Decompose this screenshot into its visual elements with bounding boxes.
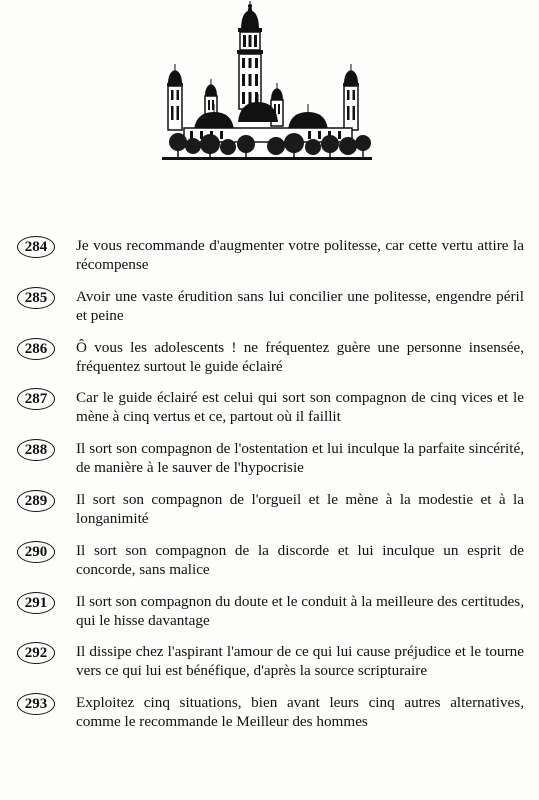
verse-number: 288	[17, 439, 55, 461]
verse-item	[0, 435, 539, 486]
verse-text: Il sort son compagnon de la discorde et lui inculque un esprit de concorde, sans malice	[76, 541, 524, 578]
verse-number: 285	[17, 287, 55, 309]
verse-text: Ô vous les adolescents ! ne fréquentez guère une personne insensée, fréquentez surtout le guide éclairé	[76, 338, 524, 375]
verse-text: Exploitez cinq situations, bien avant leurs cinq autres alternatives, comme le recommande le Meilleur des hommes	[76, 694, 524, 731]
verse-text: Avoir une vaste érudition sans lui concilier une politesse, engendre péril et peine	[76, 287, 524, 324]
verse-item	[0, 689, 539, 740]
verse-text: Il sort son compagnon du doute et le conduit à la meilleure des certitudes, qui le hisse davantage	[76, 592, 524, 629]
verse-number: 286	[17, 338, 55, 360]
verse-item	[0, 638, 539, 689]
mosque-illustration	[158, 0, 376, 170]
verse-text: Il sort son compagnon de l'ostentation et lui inculque la parfaite sincérité, de manière à le sauver de l'hypocrisie	[76, 440, 524, 477]
verse-text: Je vous recommande d'augmenter votre politesse, car cette vertu attire la récompense	[76, 237, 524, 273]
verse-number: 291	[17, 592, 55, 614]
verse-item	[0, 486, 539, 537]
verse-list	[0, 232, 539, 740]
verse-item	[0, 537, 539, 588]
verse-text: Il dissipe chez l'aspirant l'amour de ce qui lui cause préjudice et le tourne vers ce qui lui est bénéfique, d'après la source scripturaire	[76, 643, 524, 680]
verse-item	[0, 232, 539, 283]
verse-item	[0, 334, 539, 385]
verse-number: 287	[17, 388, 55, 410]
verse-number: 292	[17, 642, 55, 664]
verse-number: 293	[17, 693, 55, 715]
verse-number: 290	[17, 541, 55, 563]
verse-item	[0, 384, 539, 435]
verse-number: 284	[17, 236, 55, 258]
verse-number: 289	[17, 490, 55, 512]
verse-text: Car le guide éclairé est celui qui sort son compagnon de cinq vices et le mène à cinq vertus et ce, partout où il faillit	[76, 389, 524, 426]
verse-item	[0, 588, 539, 639]
verse-item	[0, 283, 539, 334]
verse-text: Il sort son compagnon de l'orgueil et le mène à la modestie et à la longanimité	[76, 490, 524, 527]
